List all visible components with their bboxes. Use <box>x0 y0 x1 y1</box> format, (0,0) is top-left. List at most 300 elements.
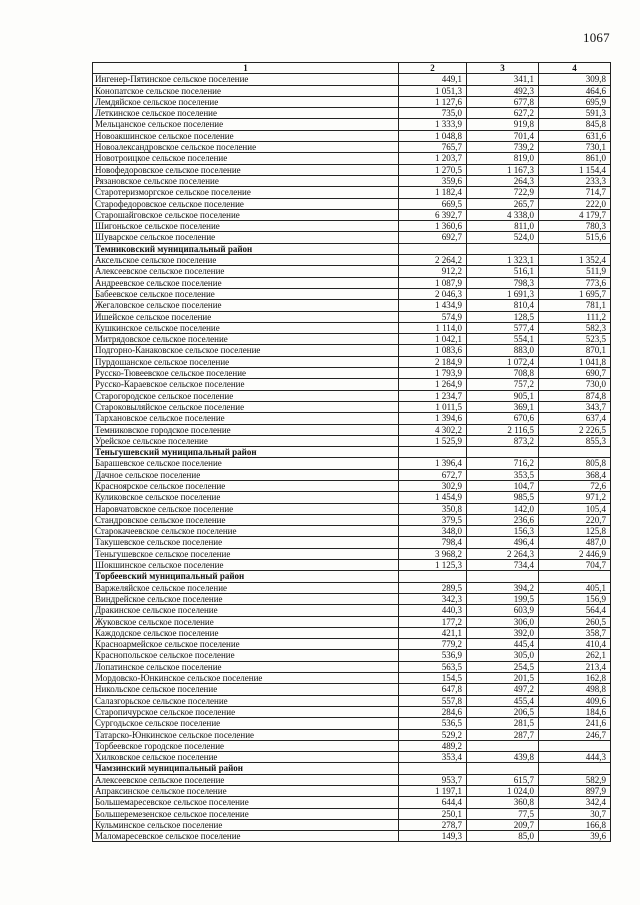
value-cell-col3: 554,1 <box>467 334 539 345</box>
value-cell-col4: 1 154,4 <box>539 164 611 175</box>
settlement-name-cell: Староковыляйское сельское поселение <box>93 401 399 412</box>
value-cell-col3: 281,5 <box>467 718 539 729</box>
table-row <box>93 255 611 266</box>
value-cell-col2: 440,3 <box>399 605 467 616</box>
settlement-name-cell: Наровчатовское сельское поселение <box>93 503 399 514</box>
value-cell-col3: 209,7 <box>467 819 539 830</box>
value-cell-col4: 695,9 <box>539 96 611 107</box>
settlement-name-cell: Каждодское сельское поселение <box>93 627 399 638</box>
table-row <box>93 740 611 751</box>
value-cell-col3 <box>467 763 539 774</box>
value-cell-col4: 1 352,4 <box>539 255 611 266</box>
value-cell-col3: 341,1 <box>467 74 539 85</box>
value-cell-col3 <box>467 447 539 458</box>
value-cell-col4: 233,3 <box>539 175 611 186</box>
value-cell-col3: 1 323,1 <box>467 255 539 266</box>
table-row <box>93 526 611 537</box>
district-header-row <box>93 763 611 774</box>
table-row <box>93 560 611 571</box>
value-cell-col4: 464,6 <box>539 85 611 96</box>
value-cell-col2: 359,6 <box>399 175 467 186</box>
value-cell-col3: 4 338,0 <box>467 209 539 220</box>
value-cell-col3: 603,9 <box>467 605 539 616</box>
value-cell-col3: 264,3 <box>467 175 539 186</box>
settlement-name-cell: Урейское сельское поселение <box>93 435 399 446</box>
value-cell-col4: 2 446,9 <box>539 548 611 559</box>
value-cell-col4 <box>539 763 611 774</box>
settlement-name-cell: Лопатинское сельское поселение <box>93 661 399 672</box>
settlement-name-cell: Варжеляйское сельское поселение <box>93 582 399 593</box>
value-cell-col2: 1 234,7 <box>399 390 467 401</box>
settlement-name-cell: Кушкинское сельское поселение <box>93 322 399 333</box>
value-cell-col4: 564,4 <box>539 605 611 616</box>
value-cell-col3: 905,1 <box>467 390 539 401</box>
value-cell-col2: 342,3 <box>399 593 467 604</box>
value-cell-col4: 714,7 <box>539 187 611 198</box>
value-cell-col2: 1 087,9 <box>399 277 467 288</box>
value-cell-col2: 912,2 <box>399 266 467 277</box>
value-cell-col3 <box>467 243 539 254</box>
value-cell-col3: 455,4 <box>467 695 539 706</box>
value-cell-col2: 1 264,9 <box>399 379 467 390</box>
table-row <box>93 729 611 740</box>
district-name-cell: Теньгушевский муниципальный район <box>93 447 399 458</box>
settlement-name-cell: Русско-Караевское сельское поселение <box>93 379 399 390</box>
table-row <box>93 514 611 525</box>
value-cell-col2: 4 302,2 <box>399 424 467 435</box>
settlement-name-cell: Лемдяйское сельское поселение <box>93 96 399 107</box>
value-cell-col2: 1 454,9 <box>399 492 467 503</box>
value-cell-col4: 260,5 <box>539 616 611 627</box>
value-cell-col2: 1 793,9 <box>399 368 467 379</box>
table-row <box>93 706 611 717</box>
value-cell-col4: 246,7 <box>539 729 611 740</box>
value-cell-col4: 220,7 <box>539 514 611 525</box>
settlement-name-cell: Стандровское сельское поселение <box>93 514 399 525</box>
settlement-name-cell: Маломаресевское сельское поселение <box>93 831 399 842</box>
value-cell-col2: 1 394,6 <box>399 413 467 424</box>
table-row <box>93 288 611 299</box>
value-cell-col2 <box>399 571 467 582</box>
settlement-name-cell: Теньгушевское сельское поселение <box>93 548 399 559</box>
value-cell-col4: 241,6 <box>539 718 611 729</box>
value-cell-col2: 1 042,1 <box>399 334 467 345</box>
settlement-name-cell: Жуковское сельское поселение <box>93 616 399 627</box>
settlement-name-cell: Апраксинское сельское поселение <box>93 786 399 797</box>
value-cell-col3: 1 691,3 <box>467 288 539 299</box>
table-row <box>93 819 611 830</box>
settlement-name-cell: Шуварское сельское поселение <box>93 232 399 243</box>
value-cell-col2: 6 392,7 <box>399 209 467 220</box>
value-cell-col4: 1 695,7 <box>539 288 611 299</box>
settlement-name-cell: Новотроицкое сельское поселение <box>93 153 399 164</box>
settlement-name-cell: Старошайговское сельское поселение <box>93 209 399 220</box>
value-cell-col3: 722,9 <box>467 187 539 198</box>
value-cell-col2: 669,5 <box>399 198 467 209</box>
table-row <box>93 650 611 661</box>
value-cell-col4: 30,7 <box>539 808 611 819</box>
value-cell-col3: 306,0 <box>467 616 539 627</box>
settlement-name-cell: Салазгорьское сельское поселение <box>93 695 399 706</box>
value-cell-col4: 72,6 <box>539 480 611 491</box>
settlement-name-cell: Алексеевское сельское поселение <box>93 774 399 785</box>
settlement-name-cell: Темниковское городское поселение <box>93 424 399 435</box>
value-cell-col3: 392,0 <box>467 627 539 638</box>
settlement-name-cell: Аксельское сельское поселение <box>93 255 399 266</box>
table-row <box>93 401 611 412</box>
value-cell-col4: 591,3 <box>539 108 611 119</box>
settlement-name-cell: Новоалександровское сельское поселение <box>93 142 399 153</box>
table-header <box>93 63 611 74</box>
value-cell-col3: 2 116,5 <box>467 424 539 435</box>
settlement-name-cell: Куликовское сельское поселение <box>93 492 399 503</box>
value-cell-col3: 615,7 <box>467 774 539 785</box>
table-row <box>93 198 611 209</box>
value-cell-col4: 405,1 <box>539 582 611 593</box>
value-cell-col3: 305,0 <box>467 650 539 661</box>
value-cell-col2: 536,5 <box>399 718 467 729</box>
table-row <box>93 435 611 446</box>
table-row <box>93 786 611 797</box>
value-cell-col2: 647,8 <box>399 684 467 695</box>
table-row <box>93 537 611 548</box>
value-cell-col4: 162,8 <box>539 673 611 684</box>
value-cell-col4: 855,3 <box>539 435 611 446</box>
value-cell-col3: 104,7 <box>467 480 539 491</box>
value-cell-col4: 870,1 <box>539 345 611 356</box>
value-cell-col4: 4 179,7 <box>539 209 611 220</box>
table-row <box>93 639 611 650</box>
table-row <box>93 187 611 198</box>
settlement-name-cell: Бабеевское сельское поселение <box>93 288 399 299</box>
value-cell-col2: 644,4 <box>399 797 467 808</box>
value-cell-col2: 2 046,3 <box>399 288 467 299</box>
settlement-name-cell: Андреевское сельское поселение <box>93 277 399 288</box>
value-cell-col3: 497,2 <box>467 684 539 695</box>
settlement-name-cell: Русско-Тювеевское сельское поселение <box>93 368 399 379</box>
settlement-name-cell: Тархановское сельское поселение <box>93 413 399 424</box>
value-cell-col4: 358,7 <box>539 627 611 638</box>
value-cell-col2: 1 125,3 <box>399 560 467 571</box>
value-cell-col2: 953,7 <box>399 774 467 785</box>
value-cell-col2 <box>399 763 467 774</box>
value-cell-col2: 1 333,9 <box>399 119 467 130</box>
settlement-name-cell: Мельцанское сельское поселение <box>93 119 399 130</box>
value-cell-col2: 289,5 <box>399 582 467 593</box>
table-row <box>93 808 611 819</box>
district-header-row <box>93 447 611 458</box>
table-row <box>93 480 611 491</box>
value-cell-col3: 1 072,4 <box>467 356 539 367</box>
value-cell-col3: 677,8 <box>467 96 539 107</box>
value-cell-col3: 627,2 <box>467 108 539 119</box>
value-cell-col4 <box>539 447 611 458</box>
value-cell-col4: 582,9 <box>539 774 611 785</box>
value-cell-col2: 449,1 <box>399 74 467 85</box>
value-cell-col4: 409,6 <box>539 695 611 706</box>
settlement-name-cell: Сургодьское сельское поселение <box>93 718 399 729</box>
value-cell-col2: 489,2 <box>399 740 467 751</box>
settlement-name-cell: Никольское сельское поселение <box>93 684 399 695</box>
settlement-name-cell: Старопичурское сельское поселение <box>93 706 399 717</box>
table-row <box>93 774 611 785</box>
table-row <box>93 74 611 85</box>
settlement-name-cell: Ишейское сельское поселение <box>93 311 399 322</box>
value-cell-col2: 1 182,4 <box>399 187 467 198</box>
value-cell-col2: 302,9 <box>399 480 467 491</box>
settlement-name-cell: Краснопольское сельское поселение <box>93 650 399 661</box>
header-row <box>93 63 611 74</box>
value-cell-col4: 222,0 <box>539 198 611 209</box>
value-cell-col4: 780,3 <box>539 221 611 232</box>
value-cell-col2: 1 396,4 <box>399 458 467 469</box>
value-cell-col2: 1 114,0 <box>399 322 467 333</box>
value-cell-col2: 779,2 <box>399 639 467 650</box>
value-cell-col4: 861,0 <box>539 153 611 164</box>
column-header-1: 1 <box>93 63 399 74</box>
value-cell-col3: 516,1 <box>467 266 539 277</box>
value-cell-col4 <box>539 740 611 751</box>
value-cell-col3: 757,2 <box>467 379 539 390</box>
settlement-name-cell: Татарско-Юнкинское сельское поселение <box>93 729 399 740</box>
value-cell-col3: 577,4 <box>467 322 539 333</box>
value-cell-col2: 177,2 <box>399 616 467 627</box>
value-cell-col3: 810,4 <box>467 300 539 311</box>
value-cell-col2: 421,1 <box>399 627 467 638</box>
value-cell-col2: 284,6 <box>399 706 467 717</box>
settlement-name-cell: Дачное сельское поселение <box>93 469 399 480</box>
table-row <box>93 605 611 616</box>
table-row <box>93 627 611 638</box>
budget-table <box>92 62 611 842</box>
settlement-name-cell: Хилковское сельское поселение <box>93 752 399 763</box>
value-cell-col3: 142,0 <box>467 503 539 514</box>
value-cell-col4: 410,4 <box>539 639 611 650</box>
value-cell-col2: 1 360,6 <box>399 221 467 232</box>
table-row <box>93 164 611 175</box>
value-cell-col3: 798,3 <box>467 277 539 288</box>
value-cell-col4 <box>539 243 611 254</box>
table-row <box>93 322 611 333</box>
value-cell-col2: 1 048,8 <box>399 130 467 141</box>
value-cell-col4: 262,1 <box>539 650 611 661</box>
value-cell-col2: 2 264,2 <box>399 255 467 266</box>
value-cell-col4: 166,8 <box>539 819 611 830</box>
table-row <box>93 221 611 232</box>
value-cell-col2: 350,8 <box>399 503 467 514</box>
district-name-cell: Торбеевский муниципальный район <box>93 571 399 582</box>
table-row <box>93 368 611 379</box>
column-header-2: 2 <box>399 63 467 74</box>
settlement-name-cell: Виндрейское сельское поселение <box>93 593 399 604</box>
table-row <box>93 108 611 119</box>
value-cell-col2: 1 203,7 <box>399 153 467 164</box>
value-cell-col4: 582,3 <box>539 322 611 333</box>
value-cell-col4: 730,0 <box>539 379 611 390</box>
value-cell-col3: 236,6 <box>467 514 539 525</box>
table-row <box>93 266 611 277</box>
value-cell-col4: 897,9 <box>539 786 611 797</box>
table-row <box>93 424 611 435</box>
table-row <box>93 379 611 390</box>
value-cell-col3: 156,3 <box>467 526 539 537</box>
value-cell-col2: 529,2 <box>399 729 467 740</box>
value-cell-col3: 360,8 <box>467 797 539 808</box>
value-cell-col4: 781,1 <box>539 300 611 311</box>
table-row <box>93 300 611 311</box>
value-cell-col2: 563,5 <box>399 661 467 672</box>
table-row <box>93 548 611 559</box>
value-cell-col2: 672,7 <box>399 469 467 480</box>
value-cell-col3: 524,0 <box>467 232 539 243</box>
value-cell-col3: 985,5 <box>467 492 539 503</box>
value-cell-col3: 439,8 <box>467 752 539 763</box>
value-cell-col3: 708,8 <box>467 368 539 379</box>
value-cell-col4: 368,4 <box>539 469 611 480</box>
table-row <box>93 492 611 503</box>
value-cell-col4: 730,1 <box>539 142 611 153</box>
value-cell-col3: 369,1 <box>467 401 539 412</box>
value-cell-col4 <box>539 571 611 582</box>
settlement-name-cell: Кульминское сельское поселение <box>93 819 399 830</box>
value-cell-col4: 487,0 <box>539 537 611 548</box>
value-cell-col4: 971,2 <box>539 492 611 503</box>
value-cell-col4: 105,4 <box>539 503 611 514</box>
value-cell-col4: 342,4 <box>539 797 611 808</box>
value-cell-col3: 85,0 <box>467 831 539 842</box>
value-cell-col2: 353,4 <box>399 752 467 763</box>
table-row <box>93 311 611 322</box>
value-cell-col2: 536,9 <box>399 650 467 661</box>
table-row <box>93 673 611 684</box>
settlement-name-cell: Большемаресевское сельское поселение <box>93 797 399 808</box>
settlement-name-cell: Пурдошанское сельское поселение <box>93 356 399 367</box>
settlement-name-cell: Большеремезенское сельское поселение <box>93 808 399 819</box>
table-row <box>93 469 611 480</box>
value-cell-col2: 692,7 <box>399 232 467 243</box>
settlement-name-cell: Подгорно-Канаковское сельское поселение <box>93 345 399 356</box>
settlement-name-cell: Мордовско-Юнкинское сельское поселение <box>93 673 399 684</box>
settlement-name-cell: Старокачеевское сельское поселение <box>93 526 399 537</box>
settlement-name-cell: Леткинское сельское поселение <box>93 108 399 119</box>
settlement-name-cell: Алексеевское сельское поселение <box>93 266 399 277</box>
table-row <box>93 390 611 401</box>
value-cell-col3: 77,5 <box>467 808 539 819</box>
table-row <box>93 695 611 706</box>
settlement-name-cell: Старофедоровское сельское поселение <box>93 198 399 209</box>
value-cell-col4: 704,7 <box>539 560 611 571</box>
value-cell-col3: 701,4 <box>467 130 539 141</box>
value-cell-col4: 156,9 <box>539 593 611 604</box>
value-cell-col4: 773,6 <box>539 277 611 288</box>
value-cell-col4: 343,7 <box>539 401 611 412</box>
value-cell-col2: 2 184,9 <box>399 356 467 367</box>
table-row <box>93 96 611 107</box>
value-cell-col3: 1 024,0 <box>467 786 539 797</box>
value-cell-col3: 716,2 <box>467 458 539 469</box>
value-cell-col3: 199,5 <box>467 593 539 604</box>
value-cell-col4: 498,8 <box>539 684 611 695</box>
district-header-row <box>93 571 611 582</box>
district-name-cell: Чамзинский муниципальный район <box>93 763 399 774</box>
table-row <box>93 718 611 729</box>
value-cell-col4: 515,6 <box>539 232 611 243</box>
value-cell-col3: 739,2 <box>467 142 539 153</box>
value-cell-col2: 1 011,5 <box>399 401 467 412</box>
value-cell-col4: 444,3 <box>539 752 611 763</box>
value-cell-col3: 919,8 <box>467 119 539 130</box>
value-cell-col4: 2 226,5 <box>539 424 611 435</box>
value-cell-col4: 39,6 <box>539 831 611 842</box>
value-cell-col3: 128,5 <box>467 311 539 322</box>
table-row <box>93 130 611 141</box>
table-row <box>93 413 611 424</box>
value-cell-col4: 523,5 <box>539 334 611 345</box>
table-row <box>93 684 611 695</box>
value-cell-col4: 213,4 <box>539 661 611 672</box>
value-cell-col3: 445,4 <box>467 639 539 650</box>
value-cell-col4: 111,2 <box>539 311 611 322</box>
settlement-name-cell: Новоакшинское сельское поселение <box>93 130 399 141</box>
table-row <box>93 503 611 514</box>
value-cell-col3: 492,3 <box>467 85 539 96</box>
table-row <box>93 142 611 153</box>
settlement-name-cell: Шокшинское сельское поселение <box>93 560 399 571</box>
value-cell-col3: 265,7 <box>467 198 539 209</box>
table-row <box>93 752 611 763</box>
settlement-name-cell: Старогородское сельское поселение <box>93 390 399 401</box>
settlement-name-cell: Митрядовское сельское поселение <box>93 334 399 345</box>
settlement-name-cell: Ингенер-Пятинское сельское поселение <box>93 74 399 85</box>
value-cell-col3: 201,5 <box>467 673 539 684</box>
table-row <box>93 593 611 604</box>
value-cell-col2: 1 270,5 <box>399 164 467 175</box>
value-cell-col2: 1 525,9 <box>399 435 467 446</box>
district-header-row <box>93 243 611 254</box>
value-cell-col3: 287,7 <box>467 729 539 740</box>
value-cell-col3: 873,2 <box>467 435 539 446</box>
value-cell-col3: 353,5 <box>467 469 539 480</box>
table-row <box>93 277 611 288</box>
table-row <box>93 85 611 96</box>
value-cell-col2: 765,7 <box>399 142 467 153</box>
value-cell-col3: 734,4 <box>467 560 539 571</box>
value-cell-col2: 3 968,2 <box>399 548 467 559</box>
value-cell-col4: 805,8 <box>539 458 611 469</box>
value-cell-col2: 1 434,9 <box>399 300 467 311</box>
table-row <box>93 153 611 164</box>
table-row <box>93 797 611 808</box>
value-cell-col2: 574,9 <box>399 311 467 322</box>
value-cell-col4: 690,7 <box>539 368 611 379</box>
table-row <box>93 175 611 186</box>
table-row <box>93 209 611 220</box>
value-cell-col2 <box>399 243 467 254</box>
value-cell-col2: 250,1 <box>399 808 467 819</box>
table-body <box>93 74 611 842</box>
value-cell-col4: 637,4 <box>539 413 611 424</box>
column-header-3: 3 <box>467 63 539 74</box>
settlement-name-cell: Красноармейское сельское поселение <box>93 639 399 650</box>
value-cell-col4: 874,8 <box>539 390 611 401</box>
value-cell-col3: 394,2 <box>467 582 539 593</box>
settlement-name-cell: Рязановское сельское поселение <box>93 175 399 186</box>
value-cell-col2 <box>399 447 467 458</box>
value-cell-col4: 125,8 <box>539 526 611 537</box>
value-cell-col2: 798,4 <box>399 537 467 548</box>
table-row <box>93 616 611 627</box>
value-cell-col4: 631,6 <box>539 130 611 141</box>
